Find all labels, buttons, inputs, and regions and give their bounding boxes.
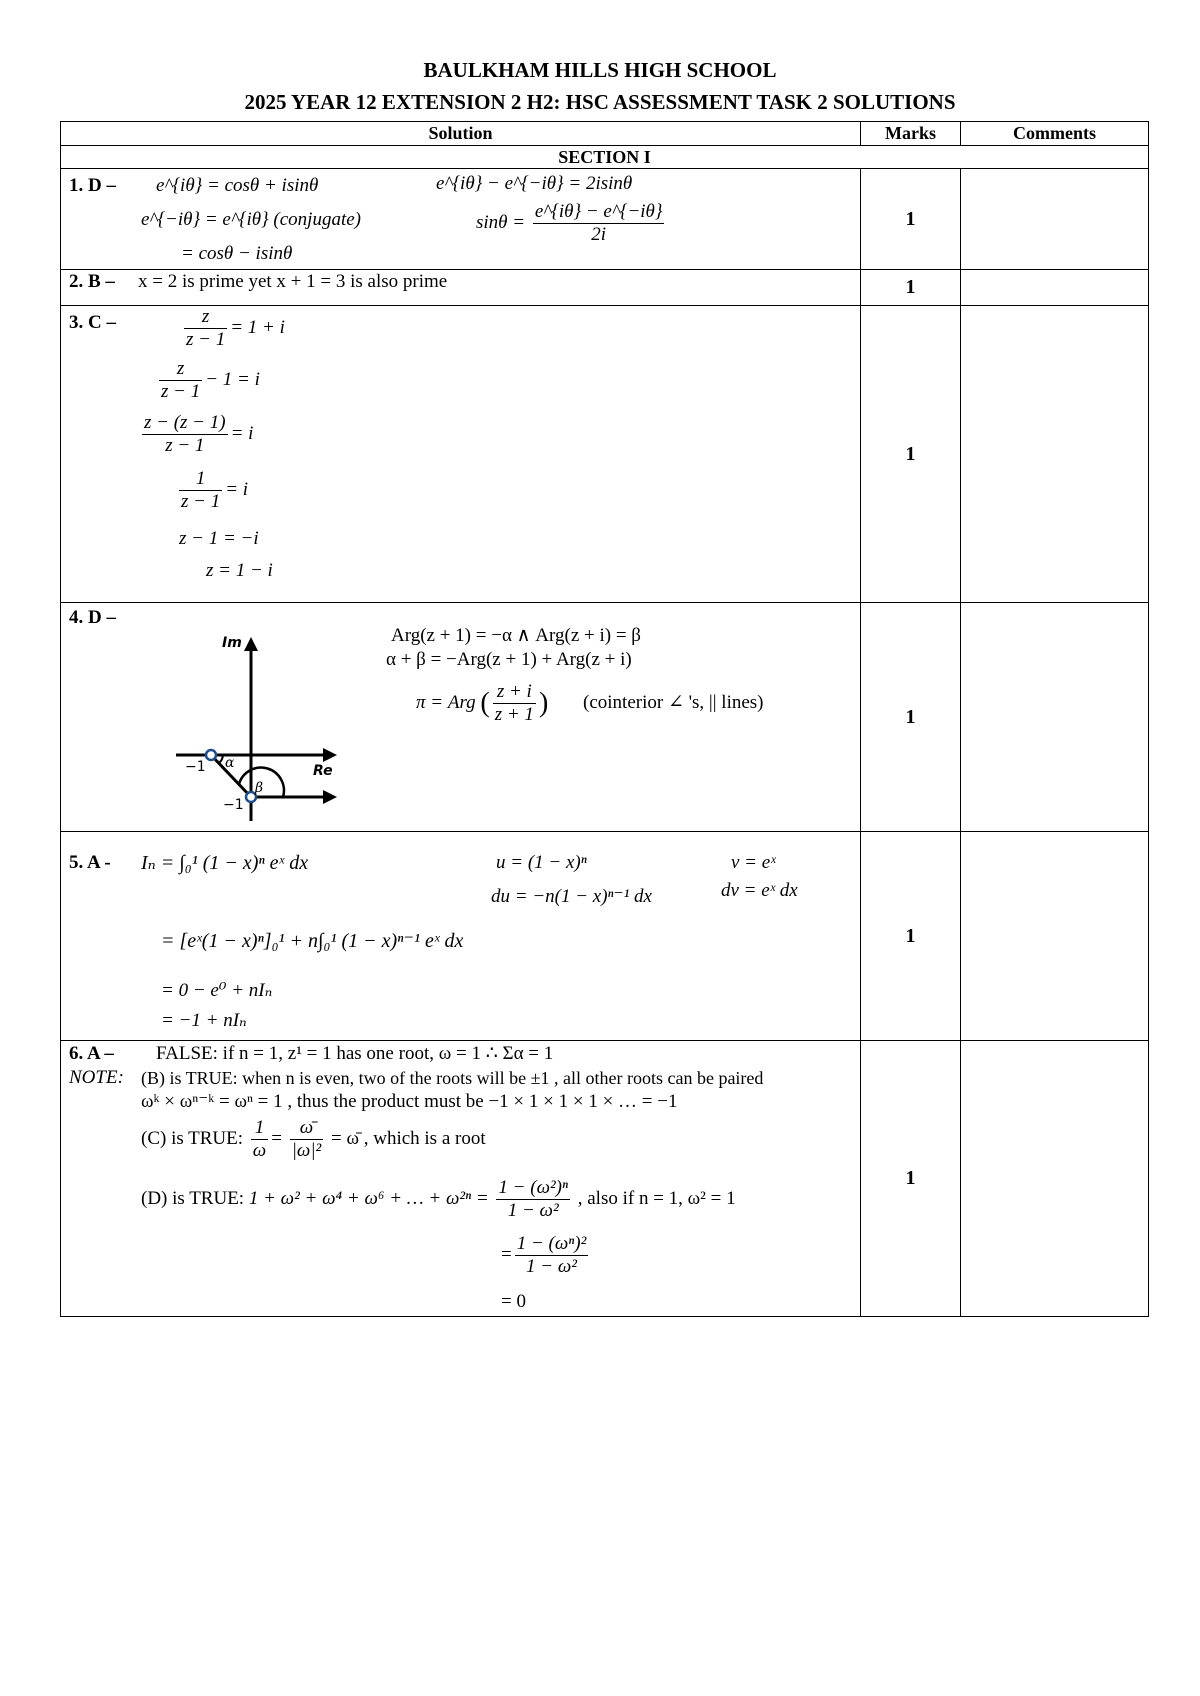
q3-step1-den: z − 1 — [186, 329, 226, 350]
q3-step2-rhs: − 1 = i — [205, 368, 260, 390]
q6-c-frac1-den: ω — [252, 1140, 267, 1161]
q3-step6: z = 1 − i — [206, 560, 273, 581]
document-title: 2025 YEAR 12 EXTENSION 2 H2: HSC ASSESSMENT TASK 2 SOLUTIONS — [244, 90, 956, 114]
column-header-solution: Solution — [61, 122, 861, 146]
parallel-line-arrow — [323, 790, 337, 804]
q4-mark: 1 — [861, 603, 961, 832]
column-header-marks: Marks — [861, 122, 961, 146]
im-label: Im — [222, 635, 242, 651]
q4-line2: α + β = −Arg(z + 1) + Arg(z + i) — [386, 649, 632, 670]
q6-b-line2: ωᵏ × ωⁿ⁻ᵏ = ωⁿ = 1 , thus the product must be −1 × 1 × 1 × 1 × … = −1 — [141, 1091, 678, 1112]
q4-line3-lhs: π = Arg — [416, 691, 476, 713]
q6-d-frac1-den: 1 − ω² — [507, 1200, 559, 1221]
school-name: BAULKHAM HILLS HIGH SCHOOL — [423, 58, 777, 82]
q5-v: v = eˣ — [731, 852, 776, 873]
q6-note: NOTE: — [69, 1067, 124, 1088]
q6-c-pre: (C) is TRUE: — [141, 1127, 244, 1149]
column-header-comments: Comments — [961, 122, 1149, 146]
q4-line1: Arg(z + 1) = −α ∧ Arg(z + i) = β — [391, 625, 641, 646]
real-axis-arrow — [323, 748, 337, 762]
q6-line1: FALSE: if n = 1, z¹ = 1 has one root, ω = 1 ∴ Σα = 1 — [156, 1043, 554, 1064]
q6-mark: 1 — [861, 1041, 961, 1317]
q2-comments — [961, 270, 1149, 306]
q3-step3-den: z − 1 — [165, 435, 205, 456]
q6-label: 6. A – — [69, 1043, 114, 1064]
q3-step4-rhs: = i — [225, 478, 249, 500]
q3-step5: z − 1 = −i — [179, 528, 259, 549]
q3-step3 — [139, 412, 253, 457]
q6-d-pre: (D) is TRUE: — [141, 1187, 245, 1209]
q3-label: 3. C – — [69, 312, 116, 333]
q3-step3-rhs: = i — [230, 422, 254, 444]
q6-c-frac1-num: 1 — [251, 1117, 268, 1140]
q5-comments — [961, 832, 1149, 1041]
q2-mark: 1 — [861, 270, 961, 306]
q6-comments — [961, 1041, 1149, 1317]
imaginary-axis-arrow — [244, 637, 258, 651]
q3-step1-num: z — [184, 306, 227, 329]
q6-d-frac2-num: 1 − (ωⁿ)² — [516, 1233, 587, 1254]
q1-fraction-numerator: e^{iθ} − e^{−iθ} — [534, 201, 663, 222]
q4-label: 4. D – — [69, 607, 116, 628]
q1-fraction — [533, 201, 665, 246]
q1-mark: 1 — [861, 169, 961, 270]
q3-step4-num: 1 — [179, 468, 222, 491]
q4-line3-note: (cointerior ∠ 's, || lines) — [583, 691, 764, 713]
q1-comments — [961, 169, 1149, 270]
neg1-y-label: −1 — [223, 797, 244, 813]
q3-step1-rhs: = 1 + i — [230, 316, 285, 338]
q1-right-line1: e^{iθ} − e^{−iθ} = 2isinθ — [436, 173, 633, 194]
table-row — [61, 270, 1149, 306]
q3-step1 — [181, 306, 285, 351]
q5-line4: = −1 + nIₙ — [161, 1010, 247, 1031]
q3-step2 — [156, 358, 260, 403]
q1-right-line2 — [476, 201, 667, 246]
q4-line3-den: z + 1 — [494, 704, 534, 725]
q6-c-post: = ω̄ , which is a root — [331, 1127, 486, 1149]
q4-line3: π = Arg ( $\frac{z + i}{z + 1}$ ) (cointerior ∠ 's, || lines) — [416, 681, 764, 725]
q1-label: 1. D – — [69, 175, 116, 196]
q6-d-line2: = $\frac{\text{1 − (ωⁿ)²}}{\text{1 − ω²}}$ — [501, 1233, 587, 1277]
q3-comments — [961, 306, 1149, 603]
q6-c-frac2-num: ω̄ — [290, 1117, 324, 1140]
argand-diagram — [171, 633, 371, 823]
q6-c-frac2-den: |ω|² — [291, 1140, 322, 1161]
beta-label: β — [255, 780, 264, 796]
q5-u: u = (1 − x)ⁿ — [496, 852, 587, 873]
section-row — [61, 146, 1149, 169]
q5-du: du = −n(1 − x)ⁿ⁻¹ dx — [491, 886, 652, 907]
q4-comments — [961, 603, 1149, 832]
q5-line2: = [eˣ(1 − x)ⁿ]₀¹ + n∫₀¹ (1 − x)ⁿ⁻¹ eˣ dx — [161, 930, 464, 952]
q6-d-frac2-den: 1 − ω² — [526, 1256, 577, 1277]
table-row — [61, 832, 1149, 1041]
q1-line3: = cosθ − isinθ — [181, 243, 293, 264]
q6-c-line: (C) is TRUE: $\frac{1}{\omega}$ = $\frac{\omegā}{\text{|ω|²}}$ = ω̄ , which is a root — [141, 1117, 486, 1161]
q6-d-line3: = 0 — [501, 1291, 526, 1312]
table-row — [61, 603, 1149, 832]
table-row — [61, 169, 1149, 270]
q1-fraction-denominator: 2i — [591, 224, 607, 245]
q6-d-frac1-num: 1 − (ω²)ⁿ — [498, 1177, 568, 1198]
table-row — [61, 306, 1149, 603]
alpha-label: α — [225, 755, 235, 771]
q3-step3-num: z − (z − 1) — [144, 412, 226, 433]
q5-dv: dv = eˣ dx — [721, 880, 798, 901]
q1-sin-lhs: sinθ = — [476, 211, 526, 233]
q3-step2-den: z − 1 — [161, 381, 201, 402]
re-label: Re — [313, 763, 333, 779]
q3-step4-den: z − 1 — [181, 491, 221, 512]
q4-line3-num: z + i — [493, 681, 536, 704]
q1-line2: e^{−iθ} = e^{iθ} (conjugate) — [141, 209, 361, 230]
table-header-row — [61, 122, 1149, 146]
q5-mark: 1 — [861, 832, 961, 1041]
q3-mark: 1 — [861, 306, 961, 603]
q2-text: x = 2 is prime yet x + 1 = 3 is also prime — [138, 271, 448, 292]
q6-d-sum: 1 + ω² + ω⁴ + ω⁶ + … + ω²ⁿ = — [248, 1187, 489, 1209]
q6-b-line1: (B) is TRUE: when n is even, two of the roots will be ±1 , all other roots can be paired — [141, 1068, 764, 1088]
q5-line1: Iₙ = ∫₀¹ (1 − x)ⁿ eˣ dx — [141, 852, 309, 874]
section-heading: SECTION I — [61, 146, 1149, 169]
q5-label: 5. A - — [69, 852, 111, 873]
q3-step2-num: z — [159, 358, 202, 381]
solutions-table — [60, 121, 1149, 1317]
neg1-x-label: −1 — [185, 759, 206, 775]
q3-step4 — [176, 468, 248, 513]
q6-d-line — [141, 1177, 736, 1222]
q1-line1: e^{iθ} = cosθ + isinθ — [156, 175, 319, 196]
point-neg1-real — [206, 750, 216, 760]
q2-label: 2. B – — [69, 271, 115, 292]
q6-d-post: , also if n = 1, ω² = 1 — [577, 1187, 736, 1209]
table-row — [61, 1041, 1149, 1317]
q5-line3: = 0 − e⁰ + nIₙ — [161, 980, 273, 1001]
